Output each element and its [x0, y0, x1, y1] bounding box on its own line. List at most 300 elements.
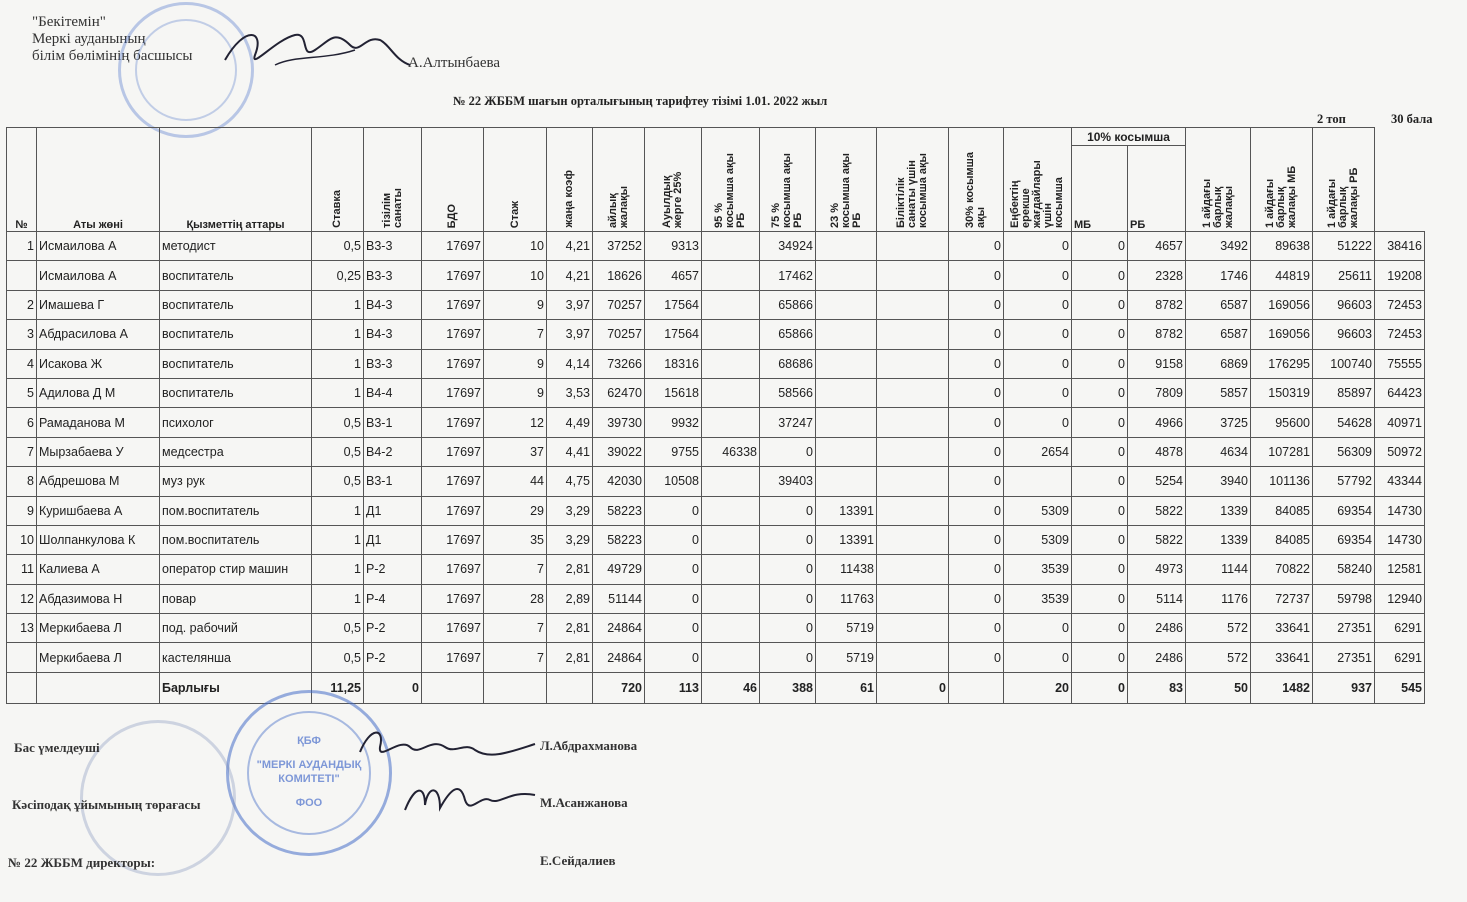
- table-cell: 1: [7, 232, 37, 261]
- col-position: Қызметтің аттары: [160, 128, 312, 232]
- table-cell: 68686: [760, 349, 816, 378]
- table-cell: 17697: [422, 467, 484, 496]
- table-cell: 0: [645, 614, 702, 643]
- table-cell: B4-4: [364, 378, 422, 407]
- table-cell: 51144: [593, 584, 645, 613]
- table-cell: 0: [1004, 290, 1072, 319]
- table-cell: 1: [312, 584, 364, 613]
- table-cell: 5719: [816, 643, 877, 672]
- table-cell: 44: [484, 467, 547, 496]
- stamp-line2: КОМИТЕТІ": [278, 773, 340, 785]
- table-cell: психолог: [160, 408, 312, 437]
- table-cell: 572: [1186, 643, 1251, 672]
- table-cell: 39730: [593, 408, 645, 437]
- total-cell: 720: [593, 672, 645, 703]
- table-cell: P-4: [364, 584, 422, 613]
- table-cell: 0: [645, 496, 702, 525]
- table-cell: [877, 290, 949, 319]
- col-name: Аты жөні: [37, 128, 160, 232]
- table-cell: под. рабочий: [160, 614, 312, 643]
- table-cell: 19208: [1375, 261, 1425, 290]
- table-cell: [702, 614, 760, 643]
- table-cell: Меркибаева Л: [37, 614, 160, 643]
- table-cell: 0,5: [312, 232, 364, 261]
- table-cell: 58240: [1313, 555, 1375, 584]
- table-cell: 0: [1072, 643, 1128, 672]
- table-row: [7, 261, 1425, 290]
- table-cell: 65866: [760, 290, 816, 319]
- col-num: №: [7, 128, 37, 232]
- table-cell: 0: [949, 467, 1004, 496]
- table-cell: 70257: [593, 320, 645, 349]
- table-cell: 70822: [1251, 555, 1313, 584]
- table-cell: 17697: [422, 496, 484, 525]
- table-cell: Калиева А: [37, 555, 160, 584]
- table-cell: кастелянша: [160, 643, 312, 672]
- table-cell: [877, 261, 949, 290]
- table-cell: Куришбаева А: [37, 496, 160, 525]
- table-cell: Рамаданова М: [37, 408, 160, 437]
- table-cell: 85897: [1313, 378, 1375, 407]
- table-cell: 7: [484, 555, 547, 584]
- table-cell: 58223: [593, 525, 645, 554]
- table-cell: 9: [7, 496, 37, 525]
- table-cell: Меркибаева Л: [37, 643, 160, 672]
- table-cell: [702, 584, 760, 613]
- table-cell: 0: [949, 320, 1004, 349]
- table-cell: 0: [1072, 320, 1128, 349]
- table-cell: 4966: [1128, 408, 1186, 437]
- table-cell: 17697: [422, 525, 484, 554]
- table-row: [7, 584, 1425, 613]
- table-cell: 17697: [422, 378, 484, 407]
- table-cell: воспитатель: [160, 290, 312, 319]
- table-cell: 0: [645, 584, 702, 613]
- table-cell: 10508: [645, 467, 702, 496]
- total-cell: 83: [1128, 672, 1186, 703]
- table-cell: 0: [949, 290, 1004, 319]
- col-bdo: БДО: [446, 203, 458, 228]
- table-cell: 69354: [1313, 496, 1375, 525]
- table-cell: Исмаилова А: [37, 232, 160, 261]
- table-cell: 59798: [1313, 584, 1375, 613]
- col-add30: 30% косымша ақы: [964, 152, 987, 228]
- table-cell: 3940: [1186, 467, 1251, 496]
- table-cell: 17697: [422, 614, 484, 643]
- table-cell: 49729: [593, 555, 645, 584]
- table-cell: 0: [760, 496, 816, 525]
- table-cell: 0: [949, 408, 1004, 437]
- table-cell: 0,5: [312, 614, 364, 643]
- table-cell: 1176: [1186, 584, 1251, 613]
- total-cell: 937: [1313, 672, 1375, 703]
- total-cell: [7, 672, 37, 703]
- table-cell: [702, 378, 760, 407]
- table-cell: 64423: [1375, 378, 1425, 407]
- table-cell: 0,5: [312, 437, 364, 466]
- table-cell: 24864: [593, 614, 645, 643]
- table-cell: 17564: [645, 290, 702, 319]
- table-cell: [877, 496, 949, 525]
- table-cell: 62470: [593, 378, 645, 407]
- total-cell: 113: [645, 672, 702, 703]
- table-cell: 0: [760, 584, 816, 613]
- table-cell: 0: [1004, 614, 1072, 643]
- table-cell: 2,81: [547, 643, 593, 672]
- table-cell: 72453: [1375, 290, 1425, 319]
- table-cell: 0: [1072, 232, 1128, 261]
- table-cell: 42030: [593, 467, 645, 496]
- table-cell: 17697: [422, 232, 484, 261]
- table-cell: 7: [484, 614, 547, 643]
- table-cell: [702, 349, 760, 378]
- table-cell: 9: [484, 349, 547, 378]
- total-cell: 0: [364, 672, 422, 703]
- table-cell: 37252: [593, 232, 645, 261]
- table-cell: 17697: [422, 408, 484, 437]
- table-cell: [877, 584, 949, 613]
- table-cell: [816, 320, 877, 349]
- table-cell: 1: [312, 378, 364, 407]
- table-row: [7, 614, 1425, 643]
- table-cell: B3-1: [364, 408, 422, 437]
- signature-name-2: М.Асанжанова: [540, 795, 628, 810]
- table-cell: 13: [7, 614, 37, 643]
- table-cell: 12: [7, 584, 37, 613]
- approval-line1: "Бекітемін": [32, 14, 106, 30]
- table-cell: [702, 290, 760, 319]
- table-cell: Шолпанкулова К: [37, 525, 160, 554]
- table-cell: 0: [949, 261, 1004, 290]
- table-cell: [877, 555, 949, 584]
- signature-2: [400, 770, 540, 830]
- table-cell: воспитатель: [160, 261, 312, 290]
- table-cell: 17697: [422, 643, 484, 672]
- table-cell: 0: [1004, 378, 1072, 407]
- table-cell: 14730: [1375, 496, 1425, 525]
- table-cell: P-2: [364, 643, 422, 672]
- col-total: 1 айдағы барлық жалақы: [1200, 178, 1235, 228]
- table-cell: 0: [949, 584, 1004, 613]
- table-cell: 17697: [422, 437, 484, 466]
- table-cell: воспитатель: [160, 349, 312, 378]
- table-cell: 572: [1186, 614, 1251, 643]
- table-cell: 18316: [645, 349, 702, 378]
- total-cell: 1482: [1251, 672, 1313, 703]
- document-title: № 22 ЖББМ шағын орталығының тарифтеу тізімі 1.01. 2022 жыл: [453, 94, 828, 108]
- table-cell: 3,97: [547, 320, 593, 349]
- table-cell: 1: [312, 525, 364, 554]
- table-cell: 0: [645, 555, 702, 584]
- table-cell: [7, 261, 37, 290]
- table-cell: 0: [949, 232, 1004, 261]
- table-cell: 0: [1072, 261, 1128, 290]
- table-cell: 0: [949, 614, 1004, 643]
- table-cell: Абдазимова Н: [37, 584, 160, 613]
- table-cell: 89638: [1251, 232, 1313, 261]
- table-cell: оператор стир машин: [160, 555, 312, 584]
- table-cell: 54628: [1313, 408, 1375, 437]
- table-cell: 0: [1072, 290, 1128, 319]
- table-cell: 0: [1072, 584, 1128, 613]
- table-cell: 0: [1072, 467, 1128, 496]
- total-cell: 545: [1375, 672, 1425, 703]
- total-cell: 0: [1072, 672, 1128, 703]
- table-cell: 27351: [1313, 614, 1375, 643]
- table-cell: Исакова Ж: [37, 349, 160, 378]
- col-add75: 75 % косымша ақы РБ: [770, 153, 804, 228]
- table-cell: 72453: [1375, 320, 1425, 349]
- table-cell: 51222: [1313, 232, 1375, 261]
- table-cell: 6587: [1186, 290, 1251, 319]
- table-cell: 0: [1004, 349, 1072, 378]
- table-cell: 2: [7, 290, 37, 319]
- approval-signature: [215, 20, 415, 80]
- table-cell: 169056: [1251, 320, 1313, 349]
- stamp-bottom-text: ФОО: [295, 797, 323, 809]
- table-cell: 4878: [1128, 437, 1186, 466]
- total-cell: 388: [760, 672, 816, 703]
- table-cell: 4,41: [547, 437, 593, 466]
- table-cell: 3539: [1004, 584, 1072, 613]
- table-cell: 6: [7, 408, 37, 437]
- table-cell: 24864: [593, 643, 645, 672]
- table-row: [7, 408, 1425, 437]
- table-cell: 4,21: [547, 232, 593, 261]
- col-total-mb: 1 айдағы барлық жалақы МБ: [1264, 165, 1298, 228]
- signature-1: [350, 722, 540, 772]
- table-cell: 3: [7, 320, 37, 349]
- col-rb: РБ: [1128, 146, 1186, 232]
- col-pct10: 10% косымша: [1072, 128, 1186, 146]
- table-cell: [816, 378, 877, 407]
- table-cell: 4973: [1128, 555, 1186, 584]
- table-cell: 0,25: [312, 261, 364, 290]
- stamp-top-text: ҚБФ: [297, 735, 321, 747]
- col-coef: жаңа коэф: [563, 170, 575, 228]
- table-cell: 3,29: [547, 525, 593, 554]
- table-cell: 38416: [1375, 232, 1425, 261]
- table-cell: 1339: [1186, 496, 1251, 525]
- table-cell: 4,75: [547, 467, 593, 496]
- table-cell: 13391: [816, 525, 877, 554]
- table-cell: 8: [7, 467, 37, 496]
- signature-label-1: Бас үмелдеуші: [14, 740, 100, 755]
- table-cell: 9: [484, 378, 547, 407]
- table-cell: 5822: [1128, 525, 1186, 554]
- table-cell: 107281: [1251, 437, 1313, 466]
- table-cell: B4-3: [364, 290, 422, 319]
- table-cell: 12940: [1375, 584, 1425, 613]
- table-cell: 176295: [1251, 349, 1313, 378]
- table-cell: 5: [7, 378, 37, 407]
- table-cell: 3,97: [547, 290, 593, 319]
- table-cell: [702, 320, 760, 349]
- table-cell: 5857: [1186, 378, 1251, 407]
- table-row: [7, 349, 1425, 378]
- table-cell: 0: [645, 643, 702, 672]
- col-salary: айлық жалақы: [606, 185, 630, 228]
- table-cell: [877, 378, 949, 407]
- table-cell: 50972: [1375, 437, 1425, 466]
- table-cell: пом.воспитатель: [160, 496, 312, 525]
- table-cell: 58223: [593, 496, 645, 525]
- table-cell: Имашева Г: [37, 290, 160, 319]
- table-cell: B3-3: [364, 261, 422, 290]
- col-stazh: Стаж: [508, 200, 521, 228]
- table-cell: 58566: [760, 378, 816, 407]
- col-add95: 95 % косымша ақы РБ: [713, 153, 747, 228]
- table-cell: 1144: [1186, 555, 1251, 584]
- table-cell: воспитатель: [160, 320, 312, 349]
- table-cell: 100740: [1313, 349, 1375, 378]
- table-cell: [702, 408, 760, 437]
- table-cell: 0: [760, 643, 816, 672]
- col-add23: 23 % косымша ақы РБ: [828, 153, 863, 228]
- table-cell: 70257: [593, 290, 645, 319]
- table-cell: 17697: [422, 320, 484, 349]
- table-cell: 1: [312, 496, 364, 525]
- table-cell: 39022: [593, 437, 645, 466]
- total-row: [7, 672, 1425, 703]
- table-cell: 7: [484, 320, 547, 349]
- table-cell: 3,29: [547, 496, 593, 525]
- total-cell: [422, 672, 484, 703]
- table-cell: 4634: [1186, 437, 1251, 466]
- signature-label-2: Кәсіподақ ұйымының төрағасы: [12, 797, 201, 812]
- table-cell: 7: [7, 437, 37, 466]
- table-cell: 17697: [422, 290, 484, 319]
- table-cell: [816, 349, 877, 378]
- table-cell: 11: [7, 555, 37, 584]
- col-rural: Ауылдық жерге 25%: [661, 171, 684, 228]
- table-cell: муз рук: [160, 467, 312, 496]
- approval-line3: білім бөлімінің басшысы: [32, 48, 193, 64]
- col-qual: Біліктілік санаты үшін косымша ақы: [895, 153, 929, 228]
- table-cell: 5309: [1004, 525, 1072, 554]
- total-cell: [547, 672, 593, 703]
- table-cell: 2,81: [547, 614, 593, 643]
- table-cell: 0: [949, 496, 1004, 525]
- table-cell: [7, 643, 37, 672]
- table-row: [7, 437, 1425, 466]
- col-total-rb: 1 айдағы барлық жалақы РБ: [1326, 167, 1360, 228]
- table-row: [7, 555, 1425, 584]
- table-cell: 0: [1072, 378, 1128, 407]
- table-cell: 7: [484, 643, 547, 672]
- table-cell: 72737: [1251, 584, 1313, 613]
- table-row: [7, 232, 1425, 261]
- table-cell: 27351: [1313, 643, 1375, 672]
- table-row: [7, 290, 1425, 319]
- table-cell: Д1: [364, 496, 422, 525]
- table-cell: 43344: [1375, 467, 1425, 496]
- table-cell: 0: [1072, 437, 1128, 466]
- total-cell: [949, 672, 1004, 703]
- table-cell: 17462: [760, 261, 816, 290]
- table-cell: 57792: [1313, 467, 1375, 496]
- table-cell: [702, 467, 760, 496]
- table-cell: [702, 261, 760, 290]
- table-cell: [702, 643, 760, 672]
- table-cell: 1: [312, 290, 364, 319]
- table-cell: 84085: [1251, 496, 1313, 525]
- table-cell: [877, 525, 949, 554]
- total-cell: [484, 672, 547, 703]
- table-cell: 101136: [1251, 467, 1313, 496]
- table-row: [7, 467, 1425, 496]
- table-cell: медсестра: [160, 437, 312, 466]
- table-cell: 9158: [1128, 349, 1186, 378]
- approval-line2: Меркі ауданының: [32, 31, 146, 47]
- col-mb: МБ: [1072, 146, 1128, 232]
- col-stavka: Ставка: [331, 190, 343, 228]
- table-cell: 3492: [1186, 232, 1251, 261]
- table-cell: 2,81: [547, 555, 593, 584]
- table-cell: 0: [1072, 349, 1128, 378]
- table-cell: 4657: [1128, 232, 1186, 261]
- table-cell: [877, 349, 949, 378]
- table-cell: пом.воспитатель: [160, 525, 312, 554]
- table-cell: 2486: [1128, 614, 1186, 643]
- table-cell: 8782: [1128, 290, 1186, 319]
- table-cell: 5309: [1004, 496, 1072, 525]
- table-cell: 2486: [1128, 643, 1186, 672]
- table-cell: B3-3: [364, 232, 422, 261]
- total-cell: 20: [1004, 672, 1072, 703]
- table-cell: 46338: [702, 437, 760, 466]
- table-cell: Абдрасилова А: [37, 320, 160, 349]
- table-cell: повар: [160, 584, 312, 613]
- table-cell: 2,89: [547, 584, 593, 613]
- table-cell: 9755: [645, 437, 702, 466]
- table-row: [7, 496, 1425, 525]
- table-cell: 5114: [1128, 584, 1186, 613]
- table-cell: 17697: [422, 555, 484, 584]
- total-cell: 11,25: [312, 672, 364, 703]
- table-cell: B3-1: [364, 467, 422, 496]
- total-cell: 46: [702, 672, 760, 703]
- table-cell: 44819: [1251, 261, 1313, 290]
- table-cell: [877, 614, 949, 643]
- table-cell: 56309: [1313, 437, 1375, 466]
- table-cell: 40971: [1375, 408, 1425, 437]
- total-cell: 0: [877, 672, 949, 703]
- table-cell: Д1: [364, 525, 422, 554]
- table-cell: [877, 320, 949, 349]
- table-cell: 69354: [1313, 525, 1375, 554]
- table-cell: 0: [645, 525, 702, 554]
- table-cell: 95600: [1251, 408, 1313, 437]
- table-cell: [877, 467, 949, 496]
- table-cell: Абдрешова М: [37, 467, 160, 496]
- table-cell: 10: [484, 232, 547, 261]
- table-row: [7, 525, 1425, 554]
- table-cell: 0: [1004, 320, 1072, 349]
- table-cell: 2328: [1128, 261, 1186, 290]
- table-cell: 0: [1072, 525, 1128, 554]
- table-cell: 0: [1072, 555, 1128, 584]
- table-cell: 9: [484, 290, 547, 319]
- table-cell: 11763: [816, 584, 877, 613]
- table-cell: 25611: [1313, 261, 1375, 290]
- table-cell: B4-2: [364, 437, 422, 466]
- table-cell: 5822: [1128, 496, 1186, 525]
- table-cell: 13391: [816, 496, 877, 525]
- table-cell: 0,5: [312, 643, 364, 672]
- table-cell: 7809: [1128, 378, 1186, 407]
- table-cell: 3,53: [547, 378, 593, 407]
